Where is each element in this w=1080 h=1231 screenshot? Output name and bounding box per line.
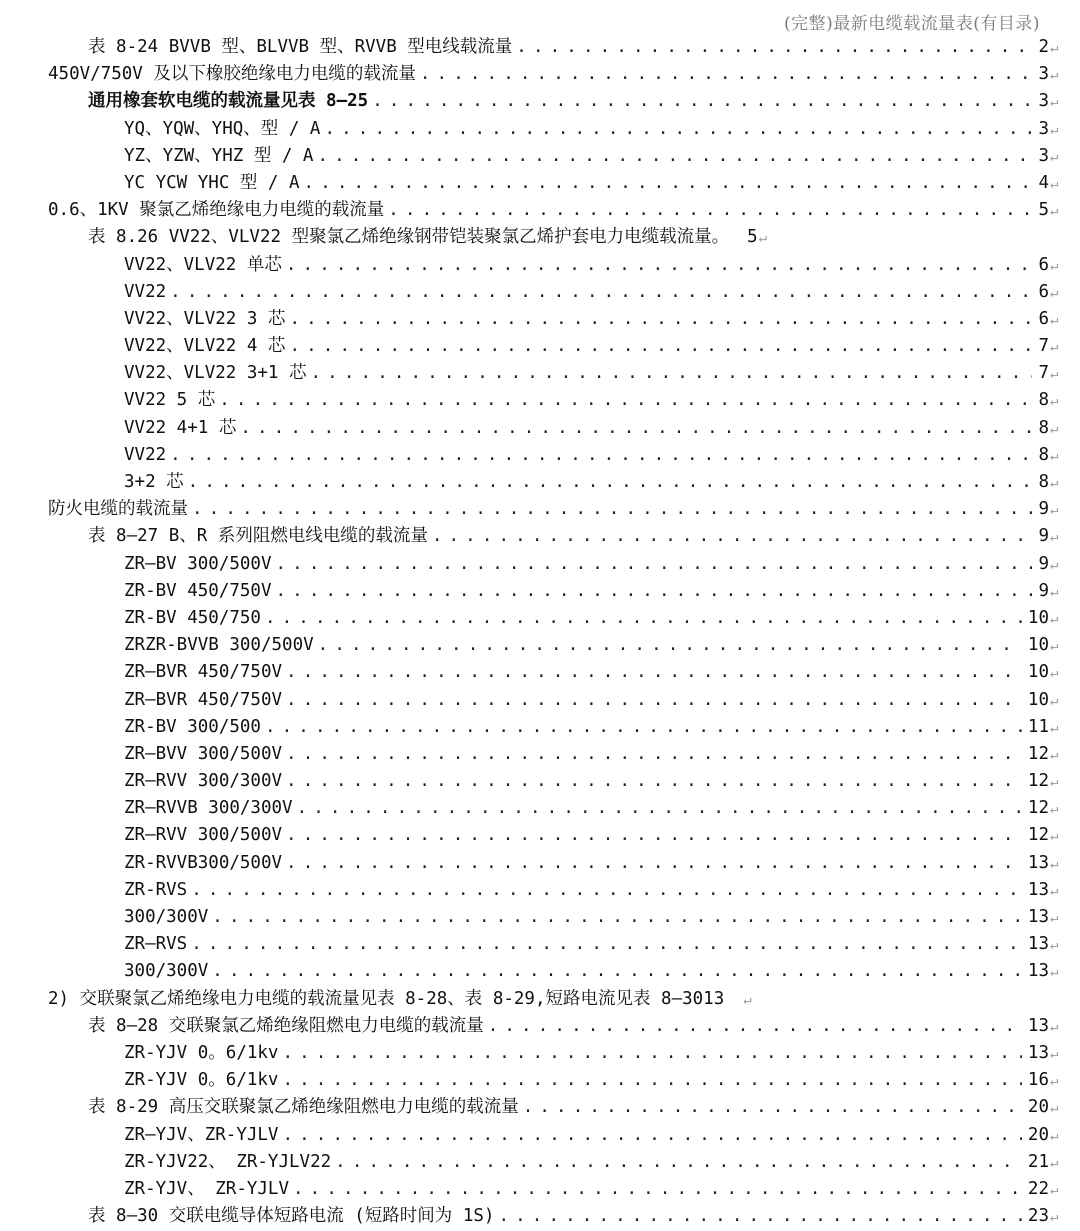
paragraph-mark-icon: ↵ <box>1050 121 1059 138</box>
toc-entry-title: ZR-YJV、 ZR-YJLV <box>124 1178 290 1199</box>
toc-entry[interactable] <box>0 442 1080 469</box>
paragraph-mark-icon: ↵ <box>1050 910 1059 926</box>
toc-entry-page-number: 13 <box>1027 1015 1049 1036</box>
paragraph-mark-icon: ↵ <box>1050 203 1059 220</box>
paragraph-mark-icon: ↵ <box>1050 502 1059 519</box>
toc-entry-page-number: 13 <box>1027 852 1049 873</box>
toc-entry-page-number: 21 <box>1027 1151 1049 1172</box>
toc-entry-title: 表 8—28 交联聚氯乙烯绝缘阻燃电力电缆的载流量 <box>88 1015 484 1036</box>
toc-leader-dots <box>488 1013 1022 1040</box>
toc-entry-page-number: 6 <box>1038 254 1049 275</box>
document-header-title: (完整)最新电缆载流量表(有目录) <box>783 14 1040 34</box>
toc-entry[interactable] <box>0 252 1080 279</box>
toc-entry[interactable] <box>0 61 1080 88</box>
toc-leader-dots <box>282 1122 1021 1149</box>
toc-entry[interactable] <box>0 551 1080 578</box>
toc-leader-dots <box>289 333 1032 360</box>
toc-entry-page-number: 20 <box>1027 1097 1049 1118</box>
toc-entry-page-number: 11 <box>1027 716 1049 737</box>
toc-leader-dots <box>286 659 1022 686</box>
toc-entry-title: VV22 <box>124 281 167 302</box>
toc-entry-title: VV22、VLV22 3+1 芯 <box>124 363 307 384</box>
toc-entry-page-number: 3 <box>1038 64 1049 85</box>
toc-entry[interactable] <box>0 279 1080 306</box>
toc-leader-dots <box>282 1040 1021 1067</box>
paragraph-mark-icon: ↵ <box>1050 1154 1059 1171</box>
paragraph-mark-icon: ↵ <box>1050 1100 1059 1117</box>
paragraph-mark-icon: ↵ <box>1050 175 1059 192</box>
toc-entry-title: ZR-YJV22、 ZR-YJLV22 <box>124 1151 332 1172</box>
toc-entry-page-number: 9 <box>1038 526 1049 547</box>
toc-leader-dots <box>192 496 1032 523</box>
toc-entry-title: 450V/750V 及以下橡胶绝缘电力电缆的载流量 <box>48 64 416 85</box>
toc-entry[interactable] <box>0 306 1080 333</box>
toc-leader-dots <box>372 88 1032 115</box>
toc-entry[interactable] <box>0 224 1080 251</box>
toc-entry-page-number: 6 <box>1038 281 1049 302</box>
toc-entry[interactable] <box>0 387 1080 414</box>
paragraph-mark-icon: ↵ <box>1050 610 1059 627</box>
toc-entry[interactable] <box>0 632 1080 659</box>
toc-entry[interactable] <box>0 469 1080 496</box>
toc-entry-page-number: 23 <box>1027 1206 1049 1227</box>
toc-entry[interactable] <box>0 822 1080 849</box>
paragraph-mark-icon: ↵ <box>1050 393 1059 410</box>
toc-entry[interactable] <box>0 333 1080 360</box>
toc-entry-page-number: 13 <box>1027 961 1049 982</box>
toc-leader-dots <box>286 768 1022 795</box>
toc-entry-title: 表 8-24 BVVB 型、BLVVB 型、RVVB 型电线载流量 <box>88 37 513 57</box>
toc-entry[interactable] <box>0 659 1080 686</box>
toc-entry[interactable] <box>0 795 1080 822</box>
toc-entry-title: ZR-BV 450/750V <box>124 580 272 601</box>
toc-entry[interactable] <box>0 877 1080 904</box>
toc-leader-dots <box>286 822 1022 849</box>
paragraph-mark-icon: ↵ <box>1050 40 1059 56</box>
toc-leader-dots <box>276 578 1033 605</box>
paragraph-mark-icon: ↵ <box>1050 257 1059 274</box>
toc-entry[interactable] <box>0 1176 1080 1203</box>
toc-entry[interactable] <box>0 1149 1080 1176</box>
paragraph-mark-icon: ↵ <box>1050 1073 1059 1090</box>
toc-entry-page-number: 8 <box>1038 444 1049 465</box>
toc-entry[interactable] <box>0 197 1080 224</box>
toc-entry-page-number: 16 <box>1027 1070 1049 1091</box>
paragraph-mark-icon: ↵ <box>1050 583 1059 600</box>
toc-entry[interactable] <box>0 904 1080 931</box>
toc-leader-dots <box>297 795 1022 822</box>
toc-entry-title: ZR-BV 300/500 <box>124 716 261 737</box>
toc-entry-title: YZ、YZW、YHZ 型 / A <box>124 145 314 166</box>
toc-leader-dots <box>286 741 1022 768</box>
toc-leader-dots <box>318 632 1022 659</box>
toc-entry[interactable] <box>0 714 1080 741</box>
toc-leader-dots <box>265 714 1022 741</box>
toc-leader-dots <box>293 1176 1022 1203</box>
paragraph-mark-icon: ↵ <box>1050 1045 1059 1062</box>
toc-leader-dots <box>289 306 1032 333</box>
toc-leader-dots <box>265 605 1022 632</box>
toc-entry[interactable] <box>0 1122 1080 1149</box>
paragraph-mark-icon: ↵ <box>1050 1209 1059 1226</box>
toc-leader-dots <box>188 469 1033 496</box>
toc-entry[interactable] <box>0 143 1080 170</box>
toc-entry-page-number: 13 <box>1027 1042 1049 1063</box>
paragraph-mark-icon: ↵ <box>1050 692 1059 709</box>
toc-entry-title: ZR-RVVB300/500V <box>124 852 283 873</box>
paragraph-mark-icon: ↵ <box>1050 774 1059 791</box>
toc-entry-page-number: 10 <box>1027 635 1049 656</box>
toc-entry-title: 表 8—27 B、R 系列阻燃电线电缆的载流量 <box>88 526 428 547</box>
toc-entry-page-number: 10 <box>1027 689 1049 710</box>
toc-leader-dots <box>286 850 1022 877</box>
toc-entry-page-number: 4 <box>1038 172 1049 193</box>
toc-entry-title: 300/300V <box>124 907 209 927</box>
toc-entry[interactable] <box>0 170 1080 197</box>
toc-entry-page-number: 9 <box>1038 580 1049 601</box>
toc-entry[interactable] <box>0 741 1080 768</box>
toc-leader-dots <box>170 279 1032 306</box>
toc-entry[interactable] <box>0 496 1080 523</box>
paragraph-mark-icon: ↵ <box>1050 964 1059 981</box>
toc-entry-title: ZR—BV 300/500V <box>124 553 272 574</box>
toc-leader-dots <box>388 197 1032 224</box>
paragraph-mark-icon: ↵ <box>758 230 768 247</box>
toc-entry-title: ZR—RVV 300/300V <box>124 771 283 792</box>
toc-leader-dots <box>282 1067 1021 1094</box>
toc-entry-page-number: 10 <box>1027 607 1049 628</box>
toc-entry-title: ZR-BV 450/750 <box>124 607 261 628</box>
toc-entry[interactable] <box>0 1013 1080 1040</box>
toc-entry-page-number: 5 <box>747 227 758 248</box>
paragraph-mark-icon: ↵ <box>1050 475 1059 491</box>
toc-entry-title: ZR—YJV、ZR-YJLV <box>124 1124 279 1145</box>
toc-leader-dots <box>432 523 1033 550</box>
toc-leader-dots <box>276 551 1033 578</box>
paragraph-mark-icon: ↵ <box>1050 366 1059 383</box>
toc-entry-page-number: 12 <box>1027 743 1049 764</box>
toc-entry-page-number: 10 <box>1027 662 1049 683</box>
toc-entry-title: VV22、VLV22 4 芯 <box>124 336 286 357</box>
toc-entry-page-number: 13 <box>1027 907 1049 927</box>
toc-leader-dots <box>286 687 1022 714</box>
paragraph-mark-icon: ↵ <box>1050 746 1059 763</box>
toc-leader-dots <box>212 958 1022 985</box>
toc-entry-title: ZR-RVS <box>124 879 188 900</box>
toc-entry-page-number: 9 <box>1038 553 1049 574</box>
toc-leader-dots <box>286 252 1033 279</box>
paragraph-mark-icon: ↵ <box>1050 882 1059 899</box>
toc-entry-title: 通用橡套软电缆的载流量见表 8—25 <box>88 91 369 112</box>
toc-entry-title: 表 8-29 高压交联聚氯乙烯绝缘阻燃电力电缆的载流量 <box>88 1097 519 1118</box>
paragraph-mark-icon: ↵ <box>1050 638 1059 655</box>
toc-leader-dots <box>317 143 1032 170</box>
toc-entry-title: ZRZR-BVVB 300/500V <box>124 635 314 656</box>
toc-entry-title: ZR—BVR 450/750V <box>124 662 283 683</box>
toc-leader-dots <box>516 34 1032 61</box>
toc-leader-dots <box>523 1094 1022 1121</box>
toc-entry-title: VV22、VLV22 单芯 <box>124 254 282 275</box>
toc-entry-page-number: 7 <box>1038 363 1049 384</box>
toc-entry-page-number: 13 <box>1027 934 1049 955</box>
toc-entry-page-number: 9 <box>1038 499 1049 520</box>
toc-entry-title: VV22、VLV22 3 芯 <box>124 308 286 329</box>
paragraph-mark-icon: ↵ <box>743 991 752 1008</box>
toc-entry-title: YQ、YQW、YHQ、型 / A <box>124 118 321 139</box>
toc-entry-title: ZR—BVV 300/500V <box>124 743 283 764</box>
paragraph-mark-icon: ↵ <box>1050 529 1059 546</box>
toc-leader-dots <box>170 442 1032 469</box>
paragraph-mark-icon: ↵ <box>1050 339 1059 356</box>
toc-entry-title: ZR—RVV 300/500V <box>124 825 283 846</box>
toc-entry-page-number: 8 <box>1038 417 1049 438</box>
toc-entry-page-number: 13 <box>1027 879 1049 900</box>
toc-entry-title: ZR—BVR 450/750V <box>124 689 283 710</box>
toc-entry[interactable] <box>0 1203 1080 1230</box>
toc-entry[interactable] <box>0 523 1080 550</box>
toc-entry[interactable] <box>0 768 1080 795</box>
toc-entry-title: VV22 4+1 芯 <box>124 417 237 438</box>
toc-entry[interactable] <box>0 1040 1080 1067</box>
toc-leader-dots <box>212 904 1022 931</box>
paragraph-mark-icon: ↵ <box>1050 284 1059 301</box>
paragraph-mark-icon: ↵ <box>1050 420 1059 437</box>
toc-leader-dots <box>420 61 1033 88</box>
toc-entry-page-number: 8 <box>1038 390 1049 411</box>
toc-entry[interactable] <box>0 88 1080 115</box>
toc-entry-page-number: 6 <box>1038 308 1049 329</box>
toc-entry-page-number: 3 <box>1038 145 1049 166</box>
toc-entry-title: YC YCW YHC 型 / A <box>124 172 300 193</box>
toc-entry-title: 300/300V <box>124 961 209 982</box>
toc-entry-title: VV22 5 芯 <box>124 390 216 411</box>
toc-entry-page-number: 22 <box>1027 1178 1049 1199</box>
toc-entry[interactable] <box>0 958 1080 985</box>
toc-entry-page-number: 5 <box>1038 200 1049 221</box>
toc-entry-page-number: 7 <box>1038 336 1049 357</box>
toc-leader-dots <box>191 877 1022 904</box>
paragraph-mark-icon: ↵ <box>1050 801 1059 818</box>
paragraph-mark-icon: ↵ <box>1050 148 1059 165</box>
toc-entry-title: ZR-YJV 0。6/1kv <box>124 1042 279 1063</box>
paragraph-mark-icon: ↵ <box>1050 67 1059 84</box>
paragraph-mark-icon: ↵ <box>1050 719 1059 736</box>
toc-entry[interactable] <box>0 931 1080 958</box>
toc-leader-dots <box>311 360 1033 387</box>
toc-entry[interactable] <box>0 850 1080 877</box>
toc-entry-title: 0.6、1KV 聚氯乙烯绝缘电力电缆的载流量 <box>48 200 385 221</box>
paragraph-mark-icon: ↵ <box>1050 828 1059 845</box>
paragraph-mark-icon: ↵ <box>1050 1018 1059 1035</box>
toc-entry-page-number: 2 <box>1038 37 1049 57</box>
toc-entry-page-number: 12 <box>1027 771 1049 792</box>
toc-entry-title: ZR-YJV 0。6/1kv <box>124 1070 279 1091</box>
paragraph-mark-icon: ↵ <box>1050 556 1059 573</box>
paragraph-mark-icon: ↵ <box>1050 937 1059 954</box>
toc-leader-dots <box>498 1203 1021 1230</box>
paragraph-mark-icon: ↵ <box>1050 447 1059 464</box>
toc-entry-page-number: 12 <box>1027 798 1049 819</box>
paragraph-mark-icon: ↵ <box>1050 311 1059 328</box>
toc-entry[interactable] <box>0 605 1080 632</box>
paragraph-mark-icon: ↵ <box>1050 855 1059 872</box>
paragraph-mark-icon: ↵ <box>1050 1181 1059 1198</box>
toc-entry[interactable] <box>0 986 1080 1013</box>
toc-entry[interactable] <box>0 1094 1080 1121</box>
toc-leader-dots <box>240 415 1032 442</box>
toc-entry-title: 3+2 芯 <box>124 472 184 492</box>
toc-entry[interactable] <box>0 578 1080 605</box>
table-of-contents <box>0 34 1080 1230</box>
toc-entry-page-number: 12 <box>1027 825 1049 846</box>
toc-entry-title: VV22 <box>124 444 167 465</box>
toc-leader-dots <box>304 170 1033 197</box>
toc-entry-page-number: 20 <box>1027 1124 1049 1145</box>
toc-entry-title: 表 8.26 VV22、VLV22 型聚氯乙烯绝缘钢带铠装聚氯乙烯护套电力电缆载流量。 <box>88 227 730 248</box>
toc-entry[interactable] <box>0 415 1080 442</box>
toc-entry-title: 防火电缆的载流量 <box>48 499 188 520</box>
toc-entry-title: ZR—RVS <box>124 934 188 955</box>
toc-entry-page-number: 8 <box>1038 472 1049 492</box>
toc-entry-page-number: 3 <box>1038 91 1049 112</box>
toc-leader-dots <box>191 931 1022 958</box>
toc-entry[interactable] <box>0 34 1080 61</box>
toc-leader-dots <box>324 116 1032 143</box>
toc-entry[interactable] <box>0 360 1080 387</box>
toc-entry-title: 表 8—30 交联电缆导体短路电流 (短路时间为 1S) <box>88 1206 495 1227</box>
toc-leader-dots <box>335 1149 1022 1176</box>
toc-entry[interactable] <box>0 687 1080 714</box>
paragraph-mark-icon: ↵ <box>1050 665 1059 682</box>
toc-leader-dots <box>219 387 1032 414</box>
toc-entry-title: 2) 交联聚氯乙烯绝缘电力电缆的载流量见表 8-28、表 8-29,短路电流见表 8—3013 <box>48 988 725 1009</box>
paragraph-mark-icon: ↵ <box>1050 1127 1059 1144</box>
toc-entry[interactable] <box>0 1067 1080 1094</box>
paragraph-mark-icon: ↵ <box>1050 94 1059 111</box>
toc-entry-title: ZR—RVVB 300/300V <box>124 798 293 819</box>
toc-entry-page-number: 3 <box>1038 118 1049 139</box>
toc-entry[interactable] <box>0 116 1080 143</box>
